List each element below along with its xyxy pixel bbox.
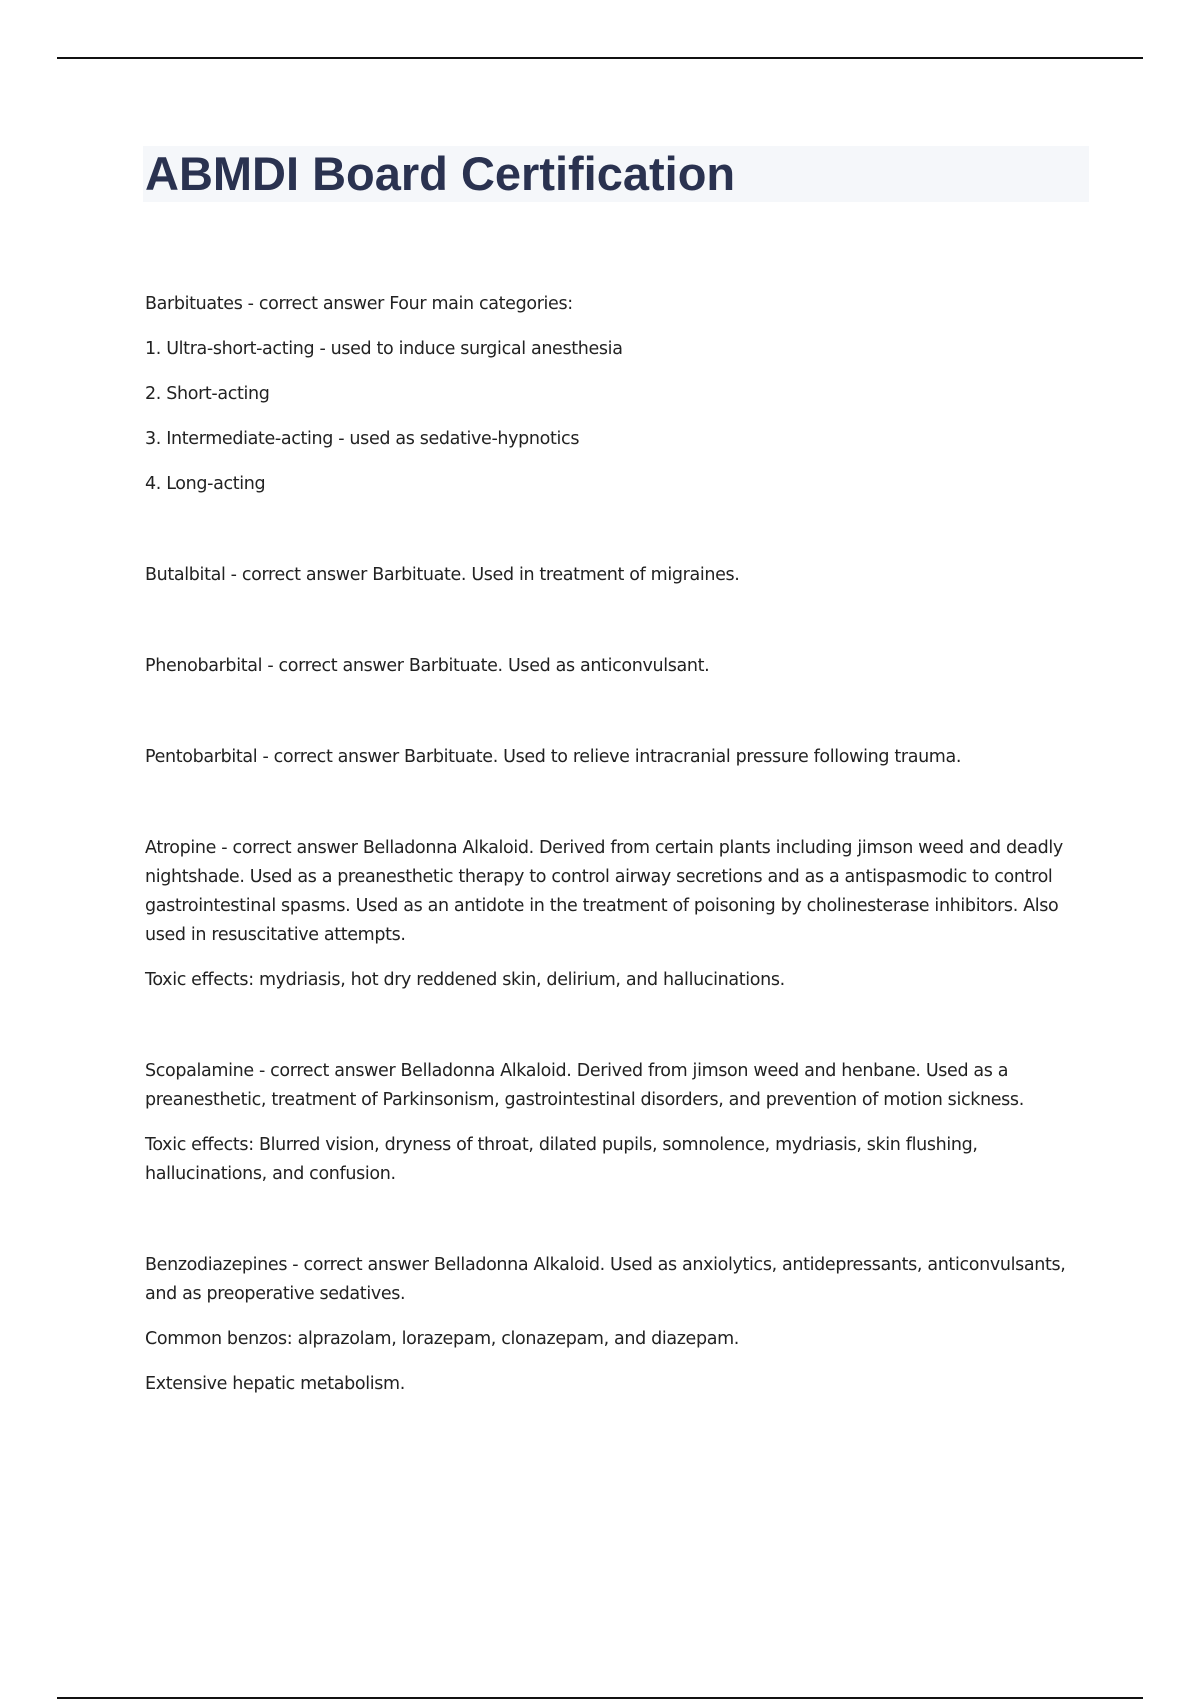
bottom-rule	[57, 1697, 1143, 1699]
entry-paragraph: Phenobarbital - correct answer Barbituate. Used as anticonvulsant.	[145, 656, 710, 676]
entry-separator	[145, 1189, 1090, 1251]
entry-atropine	[145, 834, 1090, 995]
entry-paragraph: Toxic effects: mydriasis, hot dry reddened skin, delirium, and hallucinations.	[145, 970, 785, 990]
entry-paragraph: Toxic effects: Blurred vision, dryness of throat, dilated pupils, somnolence, mydriasis, skin flushing, hallucinations, and confusion.	[145, 1135, 978, 1184]
entry-benzodiazepines	[145, 1251, 1090, 1399]
entry-barbituates	[145, 290, 1090, 499]
entry-phenobarbital	[145, 652, 1090, 681]
entry-separator	[145, 590, 1090, 652]
top-rule	[57, 57, 1143, 59]
entry-paragraph: Atropine - correct answer Belladonna Alkaloid. Derived from certain plants including jimson weed and deadly nightshade. Used as a preanesthetic therapy to control airway secretions and as a antispasmodic to control gastrointestinal spasms. Used as an antidote in the treatment of poisoning by cholinesterase inhibitors. Also used in resuscitative attempts.	[145, 838, 1063, 945]
entry-paragraph: Scopalamine - correct answer Belladonna Alkaloid. Derived from jimson weed and henbane. Used as a preanesthetic, treatment of Parkinsonism, gastrointestinal disorders, and prevention of motion sickness.	[145, 1061, 1024, 1110]
list-item: 3. Intermediate-acting - used as sedative-hypnotics	[145, 429, 580, 449]
document-title: ABMDI Board Certification	[145, 147, 736, 200]
entry-paragraph: Butalbital - correct answer Barbituate. Used in treatment of migraines.	[145, 565, 740, 585]
entry-separator	[145, 681, 1090, 743]
entry-paragraph: Extensive hepatic metabolism.	[145, 1374, 405, 1394]
entry-paragraph: Barbituates - correct answer Four main categories:	[145, 294, 573, 314]
entry-butalbital	[145, 561, 1090, 590]
entry-paragraph: Common benzos: alprazolam, lorazepam, clonazepam, and diazepam.	[145, 1329, 740, 1349]
entry-separator	[145, 499, 1090, 561]
entry-separator	[145, 995, 1090, 1057]
entry-separator	[145, 772, 1090, 834]
entry-pentobarbital	[145, 743, 1090, 772]
entry-paragraph: Benzodiazepines - correct answer Belladonna Alkaloid. Used as anxiolytics, antidepressants, anticonvulsants, and as preoperative sedatives.	[145, 1255, 1066, 1304]
list-item: 4. Long-acting	[145, 474, 266, 494]
list-item: 1. Ultra-short-acting - used to induce surgical anesthesia	[145, 339, 623, 359]
entry-scopalamine	[145, 1057, 1090, 1189]
document-body	[145, 290, 1090, 1399]
list-item: 2. Short-acting	[145, 384, 270, 404]
entry-paragraph: Pentobarbital - correct answer Barbituate. Used to relieve intracranial pressure following trauma.	[145, 747, 962, 767]
